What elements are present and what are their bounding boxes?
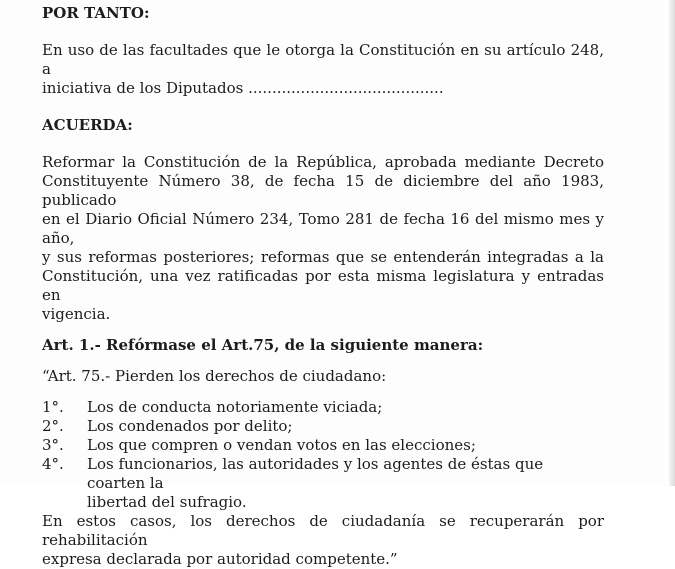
list-item [42,455,604,493]
list-item-number: 2°. [42,417,64,435]
list-item-continuation: libertad del sufragio. [87,493,247,511]
list-item-number: 1°. [42,398,64,416]
paragraph-line: Reformar la Constitución de la República, aprobada mediante Decreto [42,153,604,171]
paragraph-line: En uso de las facultades que le otorga la Constitución en su artículo 248, a [42,41,604,78]
list-item [42,417,604,436]
list-item [42,436,604,455]
page-edge-shadow [669,0,675,486]
paragraph-line: expresa declarada por autoridad competente.” [42,550,398,568]
paragraph-reformar [42,153,604,324]
list-item-text: Los de conducta notoriamente viciada; [87,398,383,416]
paragraph-line: iniciativa de los Diputados ......................................... [42,79,444,97]
paragraph-line: En estos casos, los derechos de ciudadanía se recuperarán por rehabilitación [42,512,604,549]
paragraph-line: en el Diario Oficial Número 234, Tomo 281 de fecha 16 del mismo mes y año, [42,210,604,247]
list-item [42,398,604,417]
paragraph-line: y sus reformas posteriores; reformas que se entenderán integradas a la [42,248,604,266]
list-item-number: 4°. [42,455,64,473]
paragraph-uso-facultades [42,41,604,98]
article-75-intro: “Art. 75.- Pierden los derechos de ciudadano: [42,367,387,385]
list-item-text: Los que compren o vendan votos en las elecciones; [87,436,476,454]
list-item-number: 3°. [42,436,64,454]
paragraph-line: Constitución, una vez ratificadas por esta misma legislatura y entradas en [42,267,604,304]
list-item-text: Los condenados por delito; [87,417,293,435]
list-item-text: Los funcionarios, las autoridades y los agentes de éstas que coarten la [87,455,544,492]
paragraph-closing [42,512,604,569]
paragraph-line: vigencia. [42,305,111,323]
article-75-list [42,398,604,512]
heading-por-tanto: POR TANTO: [42,4,150,22]
heading-acuerda: ACUERDA: [42,116,133,134]
document-body [42,4,604,569]
paragraph-line: Constituyente Número 38, de fecha 15 de diciembre del año 1983, publicado [42,172,604,209]
article-1-heading: Art. 1.- Refórmase el Art.75, de la siguiente manera: [42,336,484,354]
